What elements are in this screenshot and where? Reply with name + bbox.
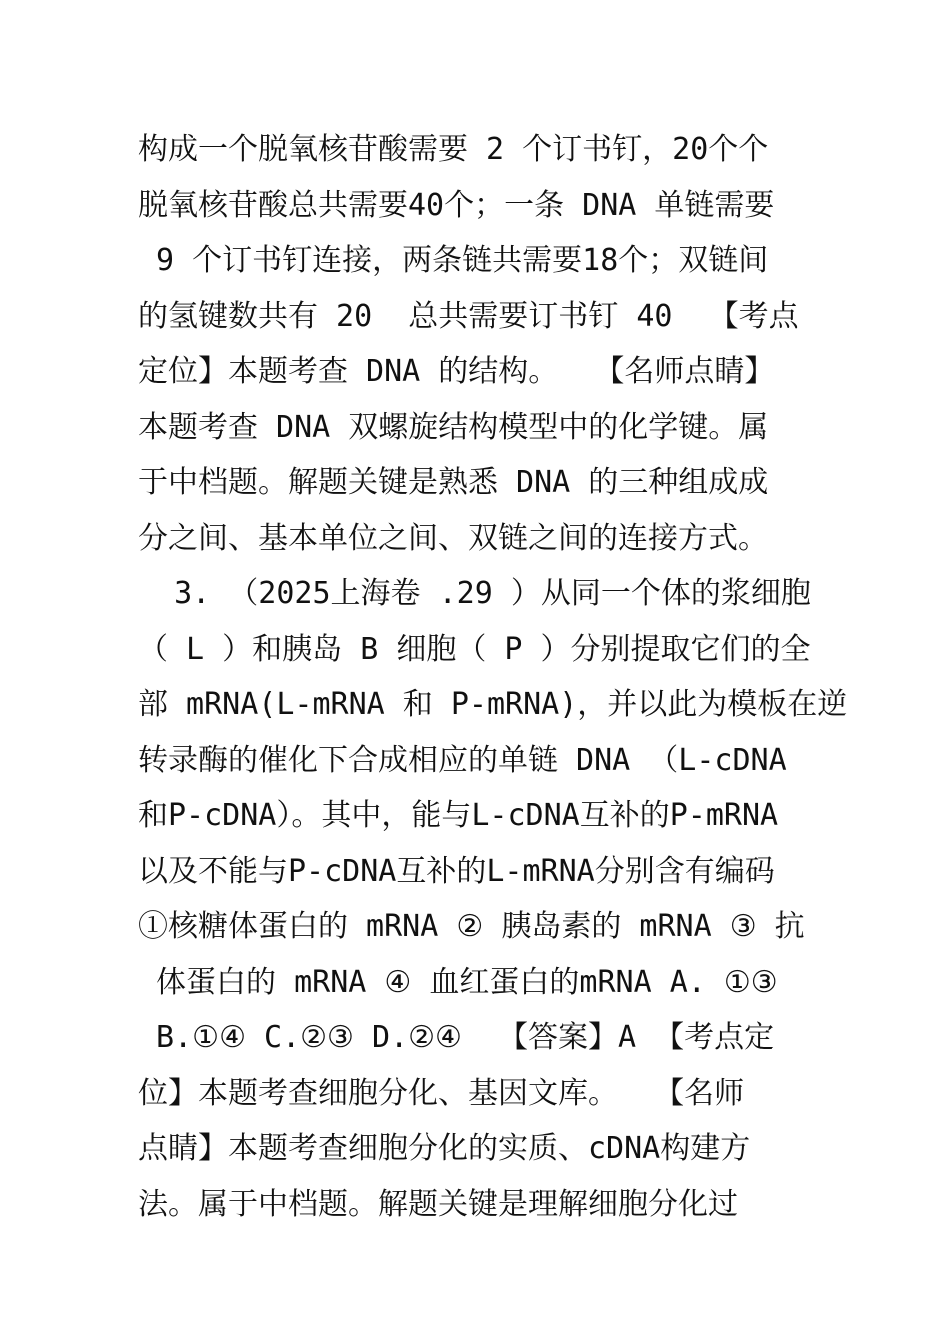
text-line: （ L ）和胰岛 B 细胞（ P ）分别提取它们的全 [138,631,811,667]
text-line: 本题考查 DNA 双螺旋结构模型中的化学键。属 [138,409,769,445]
text-line: 部 mRNA(L-mRNA 和 P-mRNA)，并以此为模板在逆 [138,687,848,722]
text-line: 转录酶的催化下合成相应的单链 DNA （L-cDNA [138,742,787,778]
text-line: 点睛】本题考查细胞分化的实质、cDNA构建方 [138,1131,751,1166]
text-line: 法。属于中档题。解题关键是理解细胞分化过 [138,1186,738,1222]
text-line: 体蛋白的 mRNA ④ 血红蛋白的mRNA A. ①③ [138,964,778,1000]
document-body-text [138,122,848,1232]
text-line: 构成一个脱氧核苷酸需要 2 个订书钉，20个个 [138,132,769,167]
text-line: 9 个订书钉连接，两条链共需要18个；双链间 [138,243,769,278]
text-line: 定位】本题考查 DNA 的结构。 【名师点睛】 [138,354,775,389]
text-line: 分之间、基本单位之间、双链之间的连接方式。 [138,520,768,556]
text-line: 脱氧核苷酸总共需要40个；一条 DNA 单链需要 [138,187,775,223]
text-line: 以及不能与P-cDNA互补的L-mRNA分别含有编码 [138,853,775,889]
text-line: 的氢键数共有 20 总共需要订书钉 40 【考点 [138,298,799,334]
text-line: 于中档题。解题关键是熟悉 DNA 的三种组成成 [138,465,769,500]
text-line: B.①④ C.②③ D.②④ 【答案】A 【考点定 [138,1020,775,1055]
text-line: 位】本题考查细胞分化、基因文库。 【名师 [138,1075,745,1111]
text-line: 和P-cDNA）。其中，能与L-cDNA互补的P-mRNA [138,798,779,833]
text-line: 3. （2025上海卷 .29 ）从同一个体的浆细胞 [138,576,811,611]
text-line: ①核糖体蛋白的 mRNA ② 胰岛素的 mRNA ③ 抗 [138,909,805,944]
